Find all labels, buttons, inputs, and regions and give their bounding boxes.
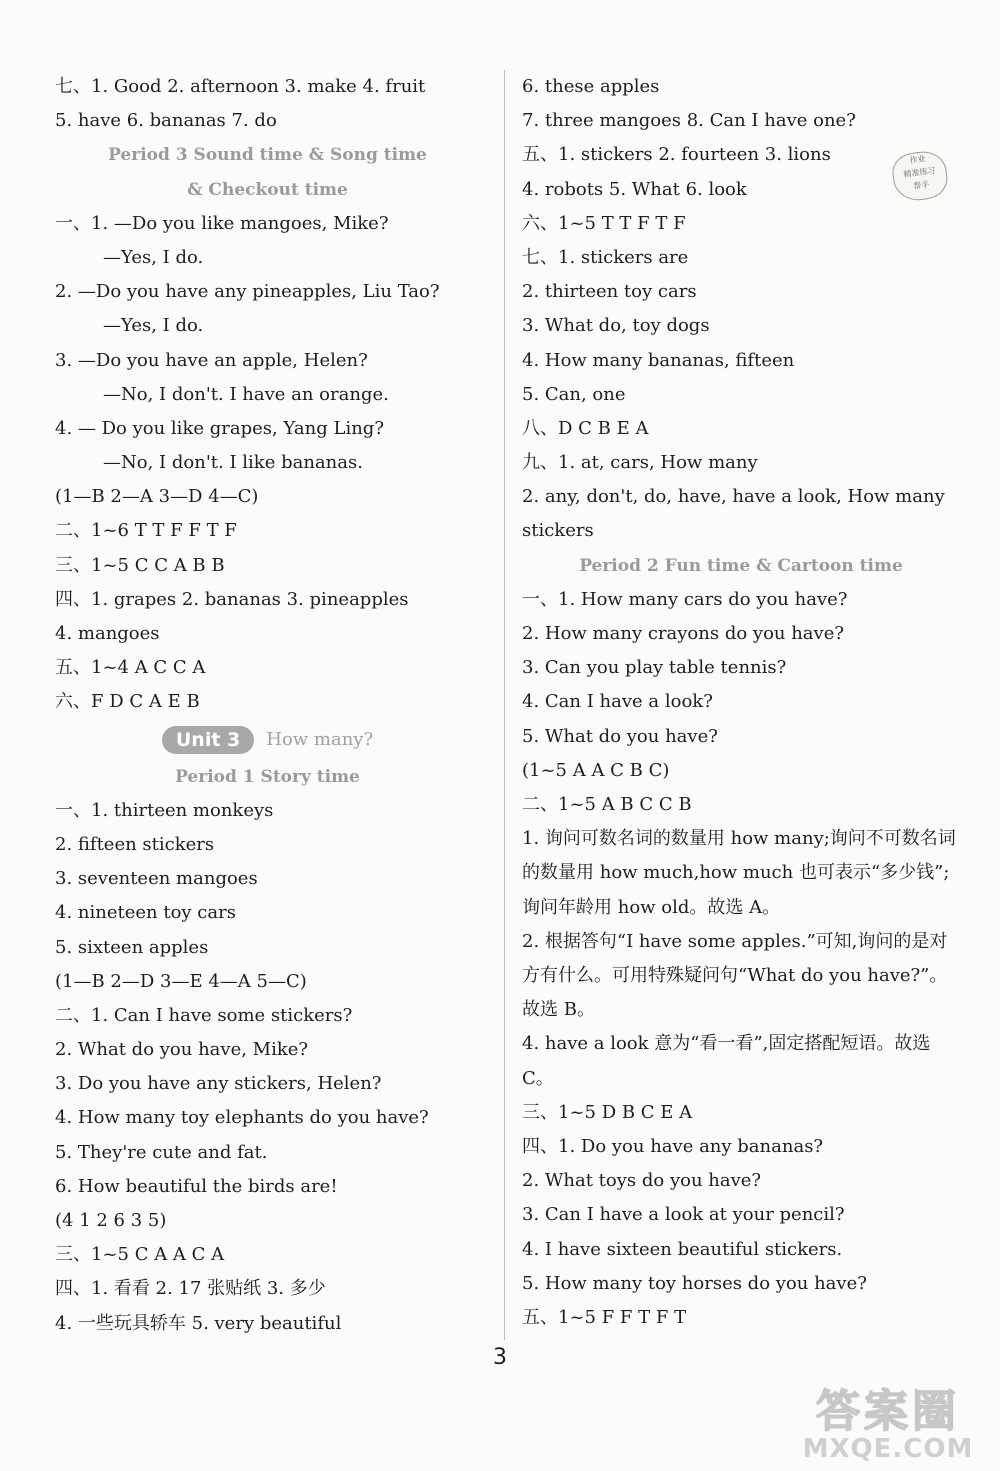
answer-line: 3. Can I have a look at your pencil?: [522, 1204, 845, 1226]
stamp-line: 帮手: [912, 179, 930, 191]
answer-line: 一、1. —Do you like mangoes, Mike?: [55, 212, 389, 234]
explanation: 2. 根据答句“I have some apples.”可知,询问的是对方有什么。可用特殊疑问句“What do you have?”。故选 B。: [522, 930, 948, 1021]
stamp-line: 精准练习: [903, 165, 936, 180]
unit-heading: [55, 720, 480, 760]
watermark-url: MXQE.COM: [802, 1434, 974, 1464]
answer-line: 5. What do you have?: [522, 725, 718, 747]
answer-line-wrapped: 2. any, don't, do, have, have a look, How many stickers: [522, 486, 945, 542]
answer-line: —Yes, I do.: [103, 246, 204, 268]
answer-line: 五、1. stickers 2. fourteen 3. lions: [522, 144, 831, 166]
answer-line: 3. What do, toy dogs: [522, 315, 710, 337]
left-column: [55, 70, 480, 1341]
answer-line: 5. have 6. bananas 7. do: [55, 110, 277, 132]
period-heading-cont: & Checkout time: [187, 179, 348, 200]
answer-line: 3. —Do you have an apple, Helen?: [55, 349, 368, 371]
answer-line: —No, I don't. I have an orange.: [103, 383, 389, 405]
answer-line: 3. seventeen mangoes: [55, 868, 258, 890]
answer-line: 四、1. 看看 2. 17 张贴纸 3. 多少: [55, 1278, 326, 1300]
answer-line: 3. Can you play table tennis?: [522, 657, 787, 679]
answer-line: 一、1. How many cars do you have?: [522, 588, 848, 610]
answer-line: 4. How many toy elephants do you have?: [55, 1107, 429, 1129]
site-watermark: [788, 1386, 988, 1465]
answer-line: 四、1. Do you have any bananas?: [522, 1135, 824, 1157]
explanation: 1. 询问可数名词的数量用 how many;询问不可数名词的数量用 how much,how much 也可表示“多少钱”;询问年龄用 how old。故选 A。: [522, 828, 956, 918]
answer-line: 2. What toys do you have?: [522, 1170, 762, 1192]
answer-line: 2. How many crayons do you have?: [522, 623, 845, 645]
answer-line: 七、1. stickers are: [522, 246, 689, 268]
answer-line: 4. robots 5. What 6. look: [522, 178, 747, 200]
answer-line: 三、1~5 D B C E A: [522, 1101, 693, 1123]
answer-line: (4 1 2 6 3 5): [55, 1210, 167, 1231]
answer-line: 4. — Do you like grapes, Yang Ling?: [55, 417, 384, 439]
answer-line: 六、1~5 T T F T F: [522, 212, 686, 234]
answer-line: 二、1. Can I have some stickers?: [55, 1004, 353, 1026]
answer-line: 4. nineteen toy cars: [55, 902, 236, 924]
answer-line: 6. How beautiful the birds are!: [55, 1175, 338, 1197]
answer-line: 4. 一些玩具轿车 5. very beautiful: [55, 1312, 342, 1334]
answer-line: 二、1~5 A B C C B: [522, 793, 692, 815]
period-heading: Period 3 Sound time & Song time: [108, 145, 427, 166]
answer-line: 二、1~6 T T F F T F: [55, 520, 237, 542]
answer-line: 3. Do you have any stickers, Helen?: [55, 1073, 382, 1095]
answer-line: (1—B 2—D 3—E 4—A 5—C): [55, 970, 307, 992]
answer-line: 4. I have sixteen beautiful stickers.: [522, 1238, 843, 1260]
period-heading: Period 2 Fun time & Cartoon time: [579, 555, 903, 576]
answer-line: 5. They're cute and fat.: [55, 1141, 268, 1163]
column-divider: [504, 70, 505, 1340]
answer-line: 三、1~5 C A A C A: [55, 1244, 225, 1266]
answer-line: 三、1~5 C C A B B: [55, 554, 225, 576]
answer-line: 6. these apples: [522, 76, 660, 97]
period-heading: Period 1 Story time: [175, 766, 360, 787]
stamp-line: 作业: [909, 154, 927, 166]
answer-line: 九、1. at, cars, How many: [522, 452, 758, 474]
answer-line: 4. mangoes: [55, 623, 160, 644]
answer-line: 5. Can, one: [522, 383, 626, 405]
unit-badge: Unit 3: [162, 726, 254, 754]
page-number: 3: [493, 1345, 507, 1370]
answer-line: 5. sixteen apples: [55, 936, 209, 958]
answer-line: 四、1. grapes 2. bananas 3. pineapples: [55, 588, 409, 610]
answer-line: 2. What do you have, Mike?: [55, 1039, 309, 1061]
answer-line: 2. —Do you have any pineapples, Liu Tao?: [55, 281, 440, 303]
right-column: [522, 70, 960, 1335]
watermark-logo: 答案圈: [816, 1386, 960, 1437]
unit-title: How many?: [266, 729, 374, 751]
answer-line: 八、D C B E A: [522, 417, 649, 439]
answer-line: (1~5 A A C B C): [522, 759, 670, 781]
answer-line: —Yes, I do.: [103, 315, 204, 337]
answer-line: 七、1. Good 2. afternoon 3. make 4. fruit: [55, 76, 426, 97]
answer-line: (1—B 2—A 3—D 4—C): [55, 486, 259, 508]
answer-line: 7. three mangoes 8. Can I have one?: [522, 110, 856, 132]
answer-line: 五、1~4 A C C A: [55, 657, 206, 679]
answer-line: —No, I don't. I like bananas.: [103, 452, 363, 474]
answer-line: 4. Can I have a look?: [522, 691, 713, 713]
answer-line: 一、1. thirteen monkeys: [55, 799, 274, 821]
answer-line: 2. fifteen stickers: [55, 833, 215, 855]
answer-line: 六、F D C A E B: [55, 691, 200, 713]
answer-line: 2. thirteen toy cars: [522, 281, 697, 303]
explanation: 4. have a look 意为“看一看”,固定搭配短语。故选 C。: [522, 1033, 931, 1089]
answer-line: 4. How many bananas, fifteen: [522, 349, 795, 371]
answer-line: 五、1~5 F F T F T: [522, 1306, 687, 1328]
answer-line: 5. How many toy horses do you have?: [522, 1272, 867, 1294]
